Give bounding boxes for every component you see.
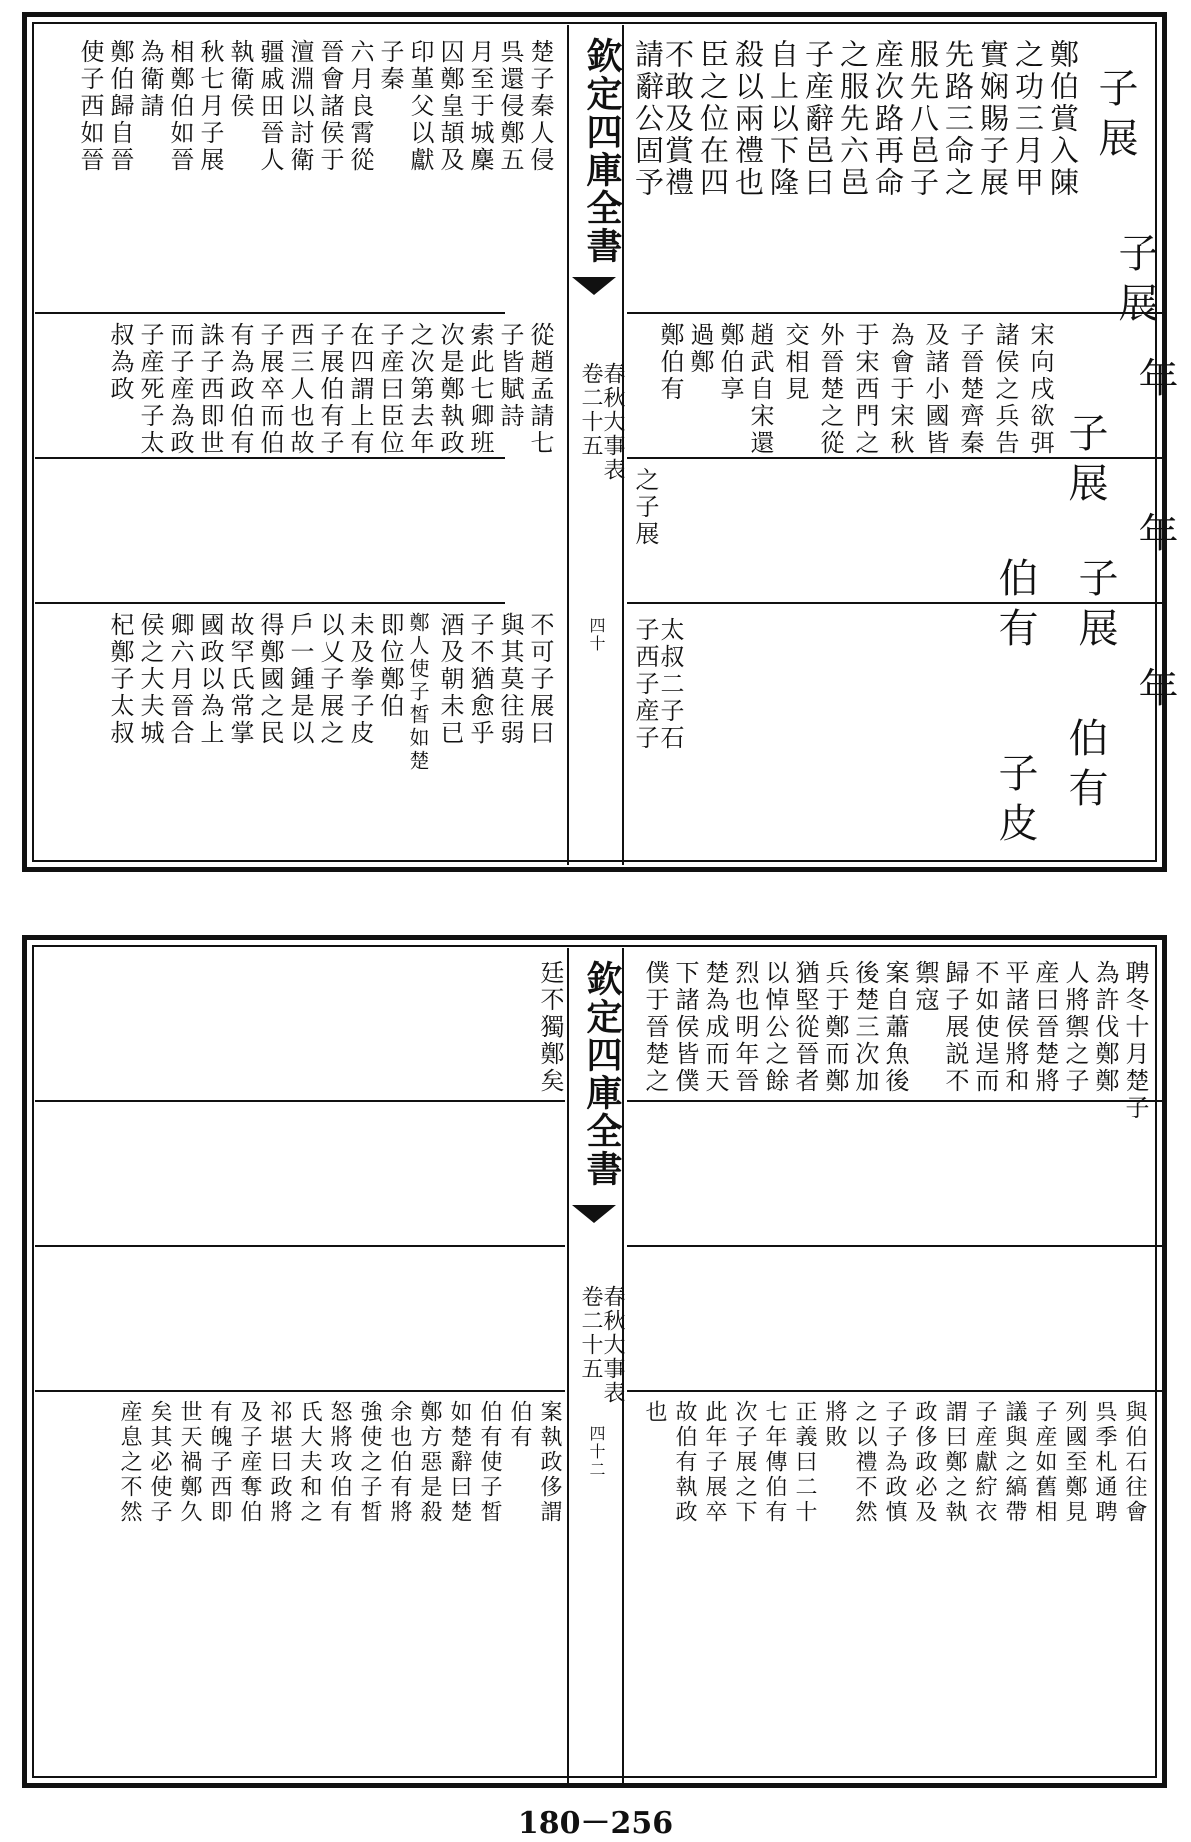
top-left-mid-col: 子産死子太 — [136, 322, 164, 457]
top-left-lower-col: 子不猶愈乎 — [466, 612, 494, 747]
top-label-5: 年 — [1132, 512, 1178, 562]
bottom-volume-label: 卷二十五 — [578, 1285, 603, 1381]
top-left-mid-col: 索此七卿班 — [466, 322, 494, 457]
top-right-col: 之功三月甲 — [1011, 39, 1045, 199]
top-row-divider-2 — [35, 457, 505, 459]
bottom-center-line-left — [567, 948, 569, 1783]
bottom-lower-col: 也 — [642, 1400, 667, 1425]
bottom-header-title: 欽定四庫全書 — [581, 960, 623, 1188]
bottom-lower-col: 伯有使子皙 — [477, 1400, 502, 1525]
top-left-col: 為衛請 — [136, 39, 164, 120]
top-folio-number: 四十 — [587, 617, 606, 653]
top-left-col: 鄭伯歸自晉 — [106, 39, 134, 174]
bottom-lower-col: 鄭方惡是殺 — [417, 1400, 442, 1525]
top-left-col: 呉還侵鄭五 — [496, 39, 524, 174]
top-right-lower-col: 外晉楚之從 — [816, 322, 844, 457]
top-right-lower-col: 之子展 — [631, 467, 659, 548]
bottom-lower-col: 如楚辭曰楚 — [447, 1400, 472, 1525]
bottom-row-divider-2 — [35, 1245, 565, 1247]
bottom-right-col: 烈也明年晉 — [731, 960, 759, 1095]
bottom-lower-col: 産息之不然 — [117, 1400, 142, 1525]
top-left-col: 秋七月子展 — [196, 39, 224, 174]
bottom-lower-col: 及子産奪伯 — [237, 1400, 262, 1525]
top-left-col: 六月良霄從 — [346, 39, 374, 174]
top-label-7: 子展 — [1072, 557, 1118, 657]
bottom-lower-col: 議與之縞帶 — [1002, 1400, 1027, 1525]
bottom-right-col: 廷不獨鄭矣 — [536, 960, 564, 1095]
top-right-lower-col: 鄭伯享 — [716, 322, 744, 403]
bottom-right-col: 人將禦之子 — [1061, 960, 1089, 1095]
bottom-lower-col: 故伯有執政 — [672, 1400, 697, 1525]
bottom-lower-col: 政侈政必及 — [912, 1400, 937, 1525]
bottom-fishtail-mark — [572, 1205, 616, 1223]
bottom-lower-col: 次子展之下 — [732, 1400, 757, 1525]
top-right-col: 請辭公固予 — [631, 39, 665, 199]
bottom-lower-col: 此年子展卒 — [702, 1400, 727, 1525]
top-left-lower-col: 與其莫往弱 — [496, 612, 524, 747]
top-left-col: 疆戚田晉人 — [256, 39, 284, 174]
bottom-right-col: 為許伐鄭鄭 — [1091, 960, 1119, 1095]
top-label-1: 子展 — [1092, 67, 1138, 167]
top-right-lower-col: 諸侯之兵告 — [991, 322, 1019, 457]
top-right-lower-col: 子西子産子 — [631, 617, 659, 752]
bottom-folio-number: 四十二 — [587, 1425, 606, 1479]
top-left-mid-col: 西三人也故 — [286, 322, 314, 457]
top-label-3: 年 — [1132, 357, 1178, 407]
bottom-lower-col: 子産獻紵衣 — [972, 1400, 997, 1525]
top-right-lower-col: 趙武自宋還 — [746, 322, 774, 457]
top-left-lower-col: 卿六月晉合 — [166, 612, 194, 747]
bottom-right-col: 案自蕭魚後 — [881, 960, 909, 1095]
bottom-lower-col: 矣其必使子 — [147, 1400, 172, 1525]
bottom-right-col: 僕于晉楚之 — [641, 960, 669, 1095]
top-left-col: 澶淵以討衛 — [286, 39, 314, 174]
top-right-lower-col: 于宋西門之 — [851, 322, 879, 457]
top-right-col: 自上以下隆 — [766, 39, 800, 199]
bottom-lower-col: 正義曰二十 — [792, 1400, 817, 1525]
top-left-lower-col: 不可子展曰 — [526, 612, 554, 747]
top-left-mid-col: 有為政伯有 — [226, 322, 254, 457]
bottom-lower-col: 案執政侈謂 — [537, 1400, 562, 1525]
bottom-lower-col: 祁堪曰政將 — [267, 1400, 292, 1525]
bottom-lower-col: 伯有 — [507, 1400, 532, 1450]
top-right-col: 之服先六邑 — [836, 39, 870, 199]
bottom-lower-col: 有魄子西即 — [207, 1400, 232, 1525]
top-left-mid-col: 叔為政 — [106, 322, 134, 403]
bottom-right-col: 禦寇 — [911, 960, 939, 1014]
bottom-right-col: 以悼公之餘 — [761, 960, 789, 1095]
top-right-col: 子産辭邑曰 — [801, 39, 835, 199]
top-fishtail-mark — [572, 277, 616, 295]
top-right-col: 産次路再命 — [871, 39, 905, 199]
top-left-col: 印堇父以獻 — [406, 39, 434, 174]
bottom-right-col: 産曰晉楚將 — [1031, 960, 1059, 1095]
top-right-col: 不敢及賞禮 — [661, 39, 695, 199]
top-left-mid-col: 從趙孟請七 — [526, 322, 554, 457]
top-left-lower-col: 以乂子展之 — [316, 612, 344, 747]
bottom-lower-col: 謂曰鄭之執 — [942, 1400, 967, 1525]
top-label-8: 年 — [1132, 667, 1178, 717]
top-book-title: 春秋大事表 — [600, 362, 625, 482]
bottom-book-title: 春秋大事表 — [600, 1285, 625, 1405]
top-right-lower-col: 為會于宋秋 — [886, 322, 914, 457]
bottom-right-col: 聘冬十月楚子 — [1121, 960, 1149, 1122]
top-left-col: 月至于城麇 — [466, 39, 494, 174]
top-left-col: 楚子秦人侵 — [526, 39, 554, 174]
bottom-right-col: 下諸侯皆僕 — [671, 960, 699, 1095]
bottom-lower-col: 世天禍鄭久 — [177, 1400, 202, 1525]
top-right-lower-col: 太叔二子石 — [656, 617, 684, 752]
top-label-4: 子展 — [1062, 412, 1108, 512]
top-left-mid-col: 子産曰臣位 — [376, 322, 404, 457]
top-left-mid-col: 次是鄭執政 — [436, 322, 464, 457]
bottom-right-col: 猶堅從晉者 — [791, 960, 819, 1095]
top-left-lower-col: 國政以為上 — [196, 612, 224, 747]
top-left-mid-col: 子展卒而伯 — [256, 322, 284, 457]
page-number: 180－256 — [517, 1806, 674, 1841]
top-left-col: 子秦 — [376, 39, 404, 93]
top-left-col: 使子西如晉 — [76, 39, 104, 174]
bottom-lower-col: 呉季札通聘 — [1092, 1400, 1117, 1525]
top-volume-label: 卷二十五 — [578, 362, 603, 458]
top-row-divider-4 — [627, 312, 1162, 314]
top-right-lower-col: 及諸小國皆 — [921, 322, 949, 457]
top-right-lower-col: 子晉楚齊秦 — [956, 322, 984, 457]
top-label-10: 子皮 — [992, 752, 1038, 852]
top-page — [22, 12, 1178, 872]
bottom-lower-col: 氏大夫和之 — [297, 1400, 322, 1525]
top-left-lower-col: 鄭人使子皙如楚 — [406, 612, 430, 773]
bottom-right-col: 歸子展説不 — [941, 960, 969, 1095]
bottom-lower-col: 列國至鄭見 — [1062, 1400, 1087, 1525]
bottom-row-divider-6 — [627, 1390, 1162, 1392]
top-left-lower-col: 杞鄭子太叔 — [106, 612, 134, 747]
bottom-lower-col: 子産如舊相 — [1032, 1400, 1057, 1525]
top-left-lower-col: 得鄭國之民 — [256, 612, 284, 747]
top-right-lower-col: 交相見 — [781, 322, 809, 403]
top-left-lower-col: 戶一鍾是以 — [286, 612, 314, 747]
top-left-mid-col: 誅子西即世 — [196, 322, 224, 457]
top-left-mid-col: 子展伯有子 — [316, 322, 344, 457]
bottom-right-col: 楚為成而天 — [701, 960, 729, 1095]
bottom-lower-col: 之以禮不然 — [852, 1400, 877, 1525]
top-left-lower-col: 故罕氏常掌 — [226, 612, 254, 747]
bottom-lower-col: 七年傳伯有 — [762, 1400, 787, 1525]
top-left-col: 晉會諸侯于 — [316, 39, 344, 174]
top-left-mid-col: 在四謂上有 — [346, 322, 374, 457]
top-right-col: 服先八邑子 — [906, 39, 940, 199]
top-left-mid-col: 子皆賦詩 — [496, 322, 524, 430]
top-left-col: 執衛侯 — [226, 39, 254, 120]
bottom-row-divider-1 — [35, 1100, 565, 1102]
top-left-lower-col: 即位鄭伯 — [376, 612, 404, 720]
bottom-right-col: 後楚三次加 — [851, 960, 879, 1095]
bottom-lower-col: 強使之子皙 — [357, 1400, 382, 1525]
bottom-lower-col: 余也伯有將 — [387, 1400, 412, 1525]
top-right-col: 臣之位在四 — [696, 39, 730, 199]
bottom-page — [22, 935, 1167, 1788]
top-left-col: 囚鄭皇頡及 — [436, 39, 464, 174]
bottom-row-divider-5 — [627, 1245, 1162, 1247]
top-right-col: 實娴賜子展 — [976, 39, 1010, 199]
top-right-lower-col: 過鄭 — [686, 322, 714, 376]
top-left-lower-col: 酒及朝未已 — [436, 612, 464, 747]
bottom-lower-col: 子子為政慎 — [882, 1400, 907, 1525]
top-header-title: 欽定四庫全書 — [581, 37, 623, 265]
top-left-lower-col: 未及拳子皮 — [346, 612, 374, 747]
bottom-lower-col: 將敗 — [822, 1400, 847, 1450]
top-right-col: 先路三命之 — [941, 39, 975, 199]
top-right-lower-col: 宋向戌欲弭 — [1026, 322, 1054, 457]
top-right-col: 殺以兩禮也 — [731, 39, 765, 199]
bottom-right-col: 平諸侯將和 — [1001, 960, 1029, 1095]
top-left-mid-col: 之次第去年 — [406, 322, 434, 457]
bottom-row-divider-3 — [35, 1390, 565, 1392]
bottom-right-col: 不如使逞而 — [971, 960, 999, 1095]
top-row-divider-3 — [35, 602, 505, 604]
top-left-lower-col: 侯之大夫城 — [136, 612, 164, 747]
bottom-lower-col: 與伯石往會 — [1122, 1400, 1147, 1525]
bottom-right-col: 兵于鄭而鄭 — [821, 960, 849, 1095]
top-center-line-left — [567, 25, 569, 865]
bottom-row-divider-4 — [627, 1100, 1162, 1102]
top-label-6: 伯有 — [992, 557, 1038, 657]
top-right-col: 鄭伯賞入陳 — [1046, 39, 1080, 199]
bottom-lower-col: 怒將攻伯有 — [327, 1400, 352, 1525]
top-left-mid-col: 而子産為政 — [166, 322, 194, 457]
top-label-9: 伯有 — [1062, 717, 1108, 817]
top-label-2: 子展 — [1112, 232, 1158, 332]
top-left-col: 相鄭伯如晉 — [166, 39, 194, 174]
top-row-divider-1 — [35, 312, 505, 314]
top-right-lower-col: 鄭伯有 — [656, 322, 684, 403]
